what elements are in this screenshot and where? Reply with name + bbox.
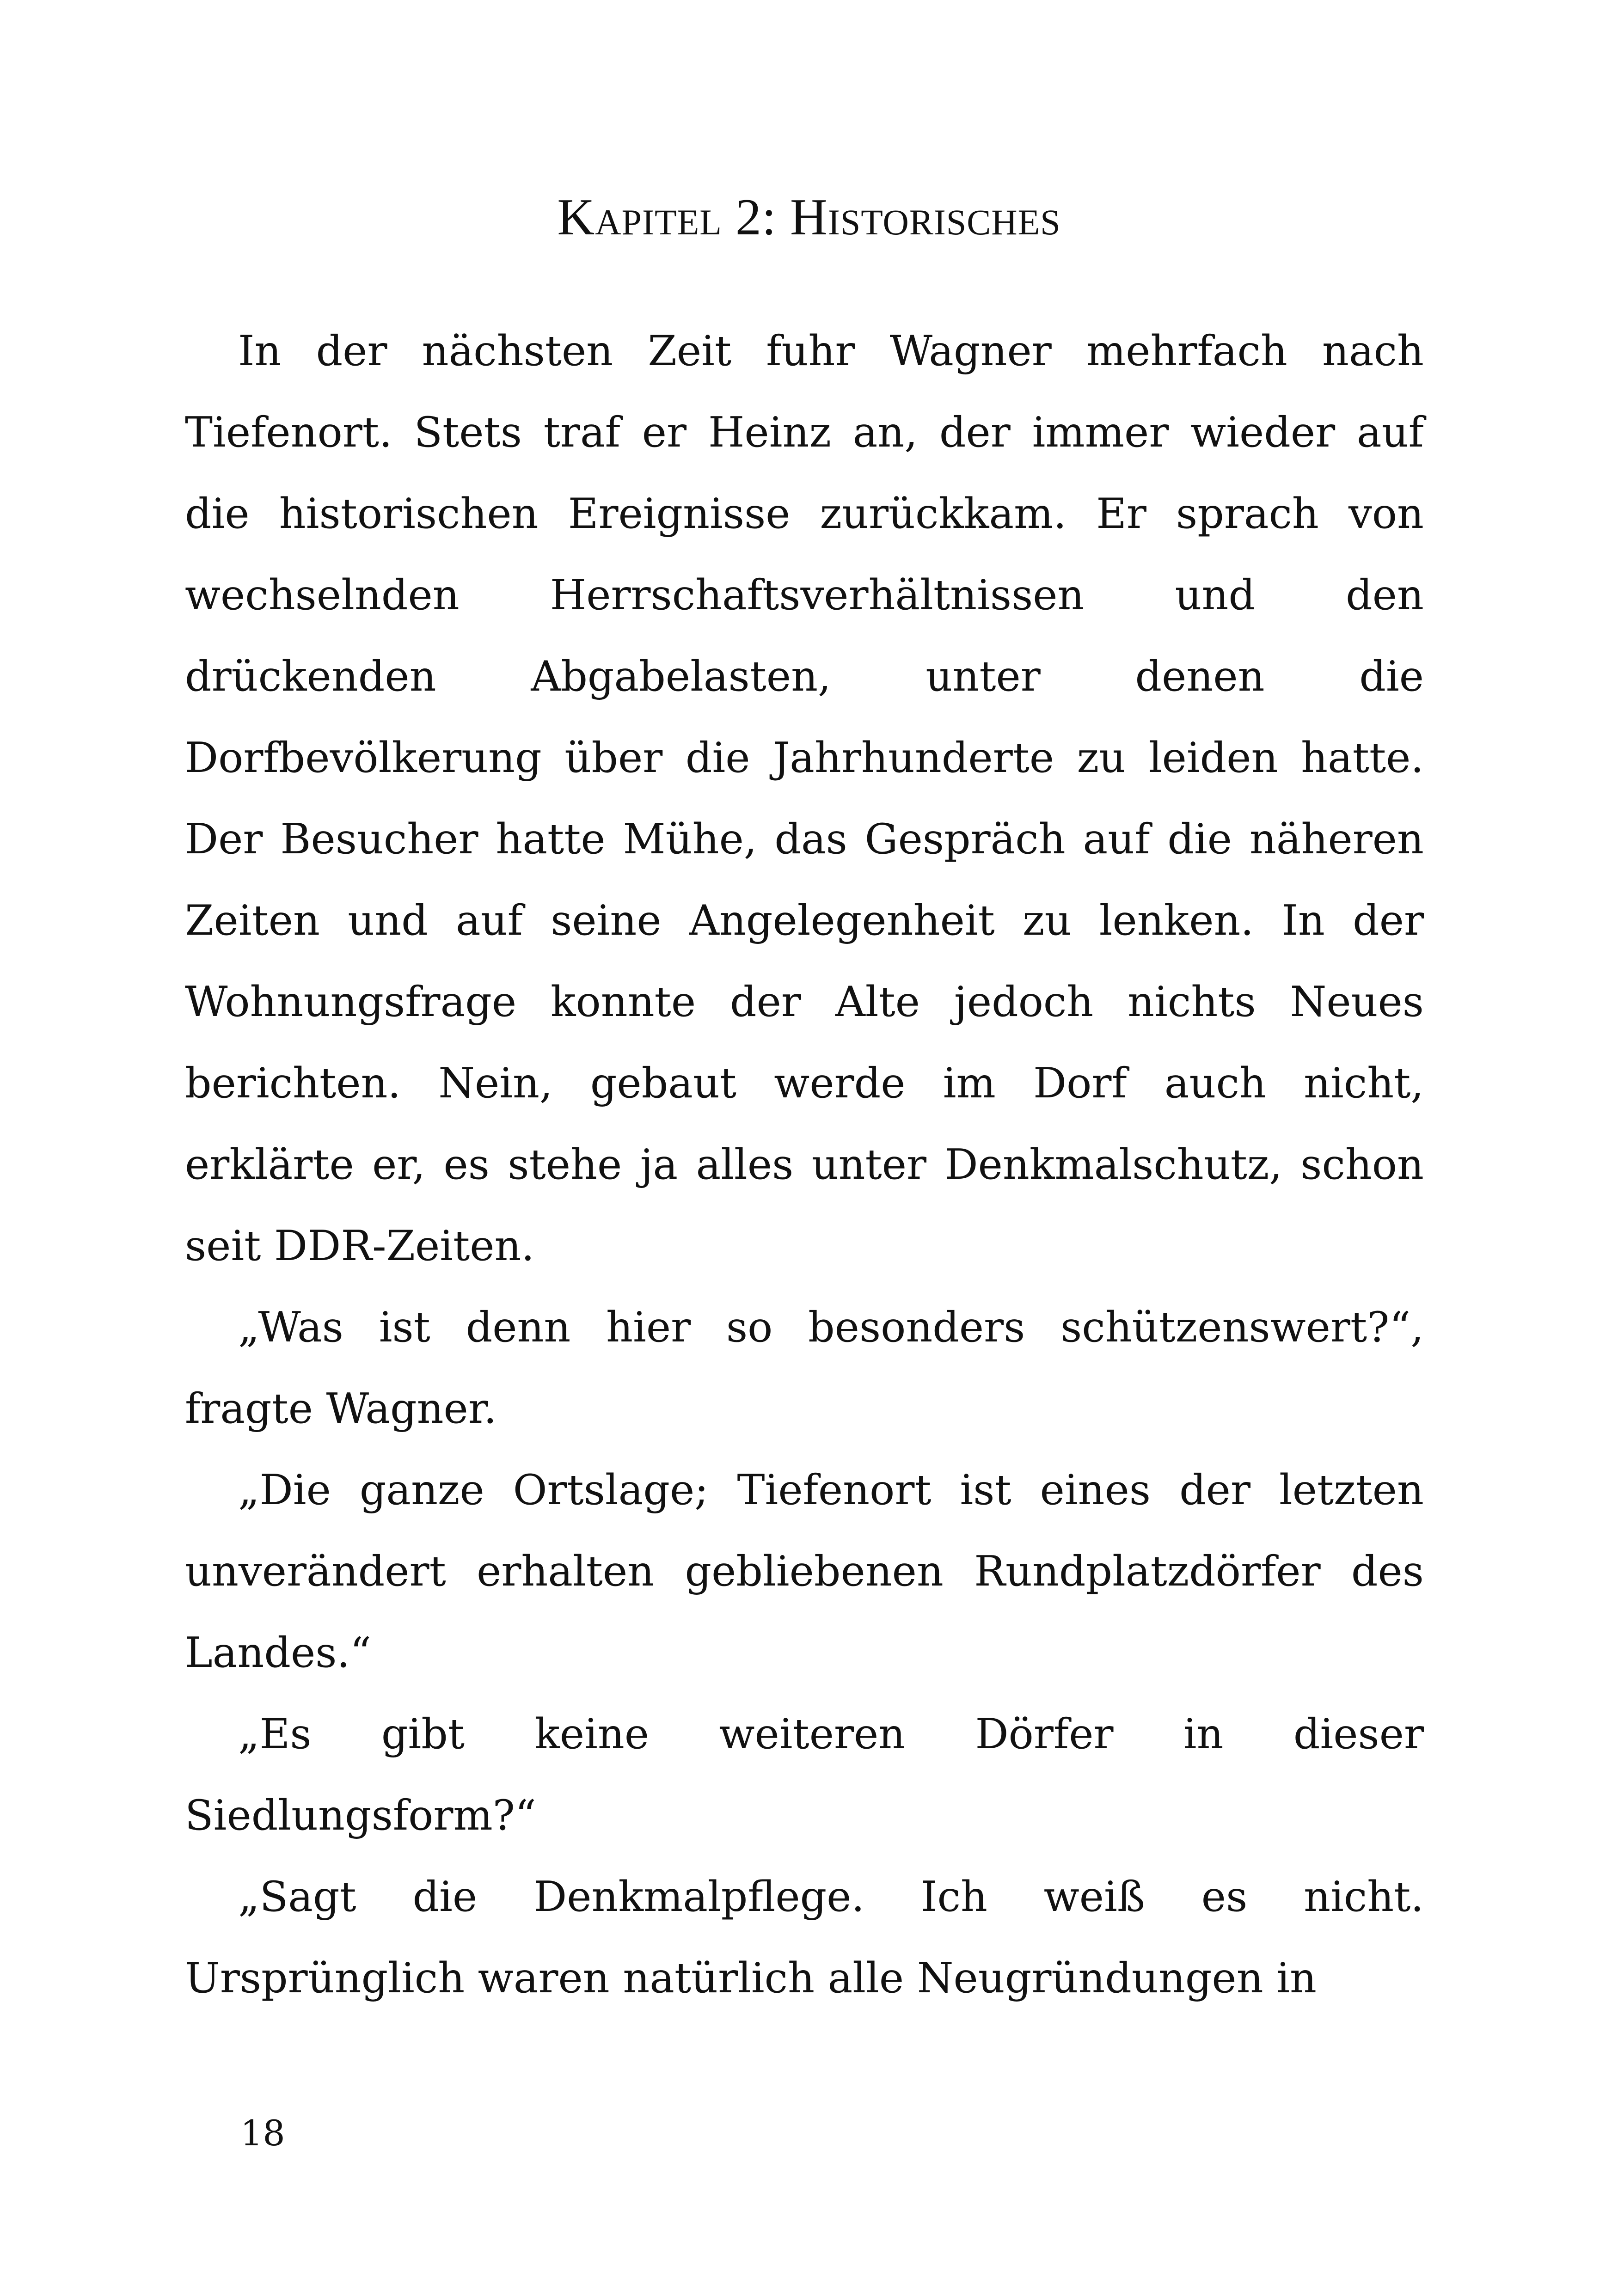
body-text: [185, 311, 1424, 2019]
page-number: 18: [240, 2112, 285, 2154]
chapter-title: Kapitel 2: Historisches: [557, 189, 1061, 246]
paragraph: In der nächsten Zeit fuhr Wagner mehrfach nach Tiefenort. Stets traf er Heinz an, der immer wieder auf die historischen Ereignisse zurückkam. Er sprach von wechselnden Herrschaftsverhältnissen und den drückenden Abgabelasten, unter denen die Dorfbevölkerung über die Jahrhunderte zu leiden hatte. Der Besucher hatte Mühe, das Gespräch auf die näheren Zeiten und auf seine Angelegenheit zu lenken. In der Wohnungsfrage konnte der Alte jedoch nichts Neues berichten. Nein, gebaut werde im Dorf auch nicht, erklärte er, es stehe ja alles unter Denkmalschutz, schon seit DDR-Zeiten.: [185, 327, 1424, 1270]
paragraph: „Was ist denn hier so besonders schützenswert?“, fragte Wagner.: [185, 1303, 1424, 1433]
paragraph: „Es gibt keine weiteren Dörfer in dieser Siedlungsform?“: [185, 1710, 1424, 1840]
paragraph: „Die ganze Ortslage; Tiefenort ist eines der letzten unverändert erhalten gebliebenen Rundplatzdörfer des Landes.“: [185, 1466, 1424, 1677]
paragraph: „Sagt die Denkmalpflege. Ich weiß es nicht. Ursprünglich waren natürlich alle Neugründungen in: [185, 1873, 1424, 2002]
